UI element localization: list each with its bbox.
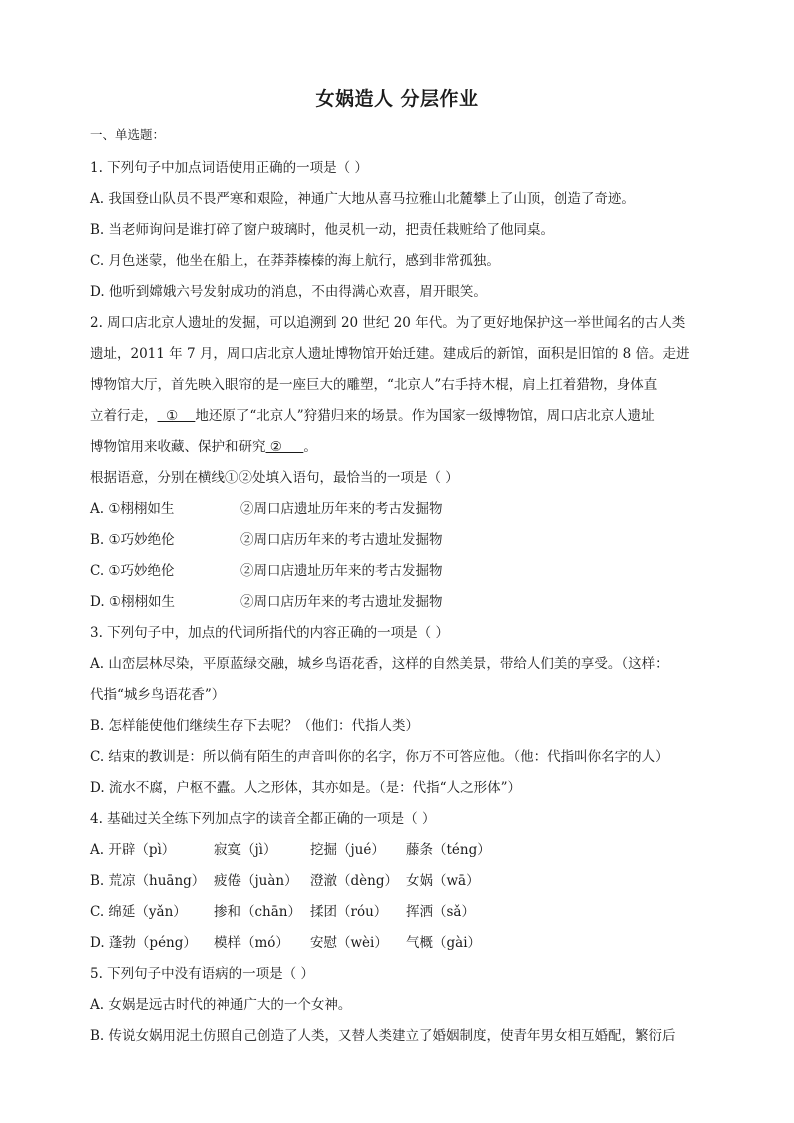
pinyin-item: 挖掘（jué）	[310, 842, 385, 858]
pinyin-item: 揉团（róu）	[310, 904, 388, 920]
page-title: 女娲造人 分层作业	[315, 88, 479, 110]
question-1	[90, 153, 704, 308]
option-part-1: C. ①巧妙绝伦	[90, 563, 175, 579]
option-d	[90, 587, 704, 618]
pinyin-item: 气概（gài）	[406, 935, 482, 951]
pinyin-item: B. 荒凉（huāng）	[90, 873, 206, 889]
question-2	[90, 308, 704, 618]
option-part-1: A. ①栩栩如生	[90, 501, 175, 517]
option-b: B. 传说女娲用泥土仿照自己创造了人类，又替人类建立了婚姻制度，使青年男女相互婚配，繁衍后	[90, 1028, 676, 1044]
passage-text: 地还原了“北京人”狩猎归来的场景。作为国家一级博物馆，周口店北京人遗址	[195, 408, 655, 424]
option-a: A. 女娲是远古时代的神通广大的一个女神。	[90, 997, 352, 1013]
option-b	[90, 525, 704, 556]
pinyin-item: 掺和（chān）	[214, 904, 301, 920]
option-part-2: ②周口店历年来的考古遗址发掘物	[240, 532, 443, 548]
pinyin-item: 疲倦（juàn）	[214, 873, 298, 889]
pinyin-item: 寂寞（jì）	[214, 842, 277, 858]
question-4	[90, 804, 704, 959]
option-d	[90, 928, 704, 959]
option-b: B. 怎样能使他们继续生存下去呢？（他们：代指人类）	[90, 718, 420, 734]
option-c: C. 月色迷蒙，他坐在船上，在莽莽榛榛的海上航行，感到非常孤独。	[90, 253, 500, 269]
option-a	[90, 835, 704, 866]
question-3	[90, 618, 704, 804]
option-d: D. 流水不腐，户枢不蠹。人之形体，其亦如是。（是：代指“人之形体”）	[90, 780, 521, 796]
blank-1: ①	[157, 408, 196, 424]
option-a: A. 山峦层林尽染，平原蓝绿交融，城乡鸟语花香，这样的自然美景，带给人们美的享受。（这样：	[90, 656, 669, 672]
blank-2: ②	[265, 439, 304, 455]
passage-line: 博物馆大厅，首先映入眼帘的是一座巨大的雕塑，“北京人”右手持木棍，肩上扛着猎物，身体直	[90, 377, 658, 393]
pinyin-item: 澄澈（dèng）	[310, 873, 398, 889]
option-a: A. 我国登山队员不畏严寒和艰险，神通广大地从喜马拉雅山北麓攀上了山顶，创造了奇迹。	[90, 191, 635, 207]
option-part-2: ②周口店遗址历年来的考古发掘物	[240, 501, 443, 517]
option-b	[90, 866, 704, 897]
pinyin-item: 藤条（téng）	[406, 842, 491, 858]
option-part-1: D. ①栩栩如生	[90, 594, 176, 610]
pinyin-item: C. 绵延（yǎn）	[90, 904, 187, 920]
pinyin-item: 安慰（wèi）	[310, 935, 388, 951]
passage-text: 。	[303, 439, 317, 455]
passage-text: 博物馆用来收藏、保护和研究	[90, 439, 266, 455]
passage-line: 2. 周口店北京人遗址的发掘，可以追溯到 20 世纪 20 年代。为了更好地保护这一举世闻名的古人类	[90, 315, 686, 331]
option-part-2: ②周口店历年来的考古遗址发掘物	[240, 594, 443, 610]
pinyin-item: A. 开辟（pì）	[90, 842, 176, 858]
question-stem: 3. 下列句子中，加点的代词所指代的内容正确的一项是（ ）	[90, 625, 449, 641]
option-a	[90, 494, 704, 525]
question-stem: 1. 下列句子中加点词语使用正确的一项是（ ）	[90, 160, 368, 176]
pinyin-item: 挥洒（sǎ）	[406, 904, 475, 920]
passage-line	[90, 432, 704, 463]
question-5	[90, 959, 704, 1052]
question-stem: 4. 基础过关全练下列加点字的读音全都正确的一项是（ ）	[90, 811, 436, 827]
passage-line	[90, 401, 704, 432]
passage-line: 遗址，2011 年 7 月，周口店北京人遗址博物馆开始迁建。建成后的新馆，面积是旧馆的 8 倍。走进	[90, 346, 690, 362]
question-stem: 根据语意，分别在横线①②处填入语句，最恰当的一项是（ ）	[90, 470, 459, 486]
option-c: C. 结束的教训是：所以倘有陌生的声音叫你的名字，你万不可答应他。（他：代指叫你名字的人）	[90, 749, 669, 765]
question-stem: 5. 下列句子中没有语病的一项是（ ）	[90, 966, 314, 982]
option-d: D. 他听到嫦娥六号发射成功的消息，不由得满心欢喜，眉开眼笑。	[90, 284, 487, 300]
pinyin-item: D. 蓬勃（péng）	[90, 935, 197, 951]
section-heading: 一、单选题：	[90, 127, 166, 142]
option-part-2: ②周口店遗址历年来的考古发掘物	[240, 563, 443, 579]
pinyin-item: 女娲（wā）	[406, 873, 480, 889]
pinyin-item: 模样（mó）	[214, 935, 289, 951]
option-part-1: B. ①巧妙绝伦	[90, 532, 175, 548]
passage-text: 立着行走，	[90, 408, 158, 424]
option-c	[90, 897, 704, 928]
option-b: B. 当老师询问是谁打碎了窗户玻璃时，他灵机一动，把责任栽赃给了他同桌。	[90, 222, 555, 238]
option-a-continued: 代指“城乡鸟语花香”）	[90, 687, 226, 703]
option-c	[90, 556, 704, 587]
